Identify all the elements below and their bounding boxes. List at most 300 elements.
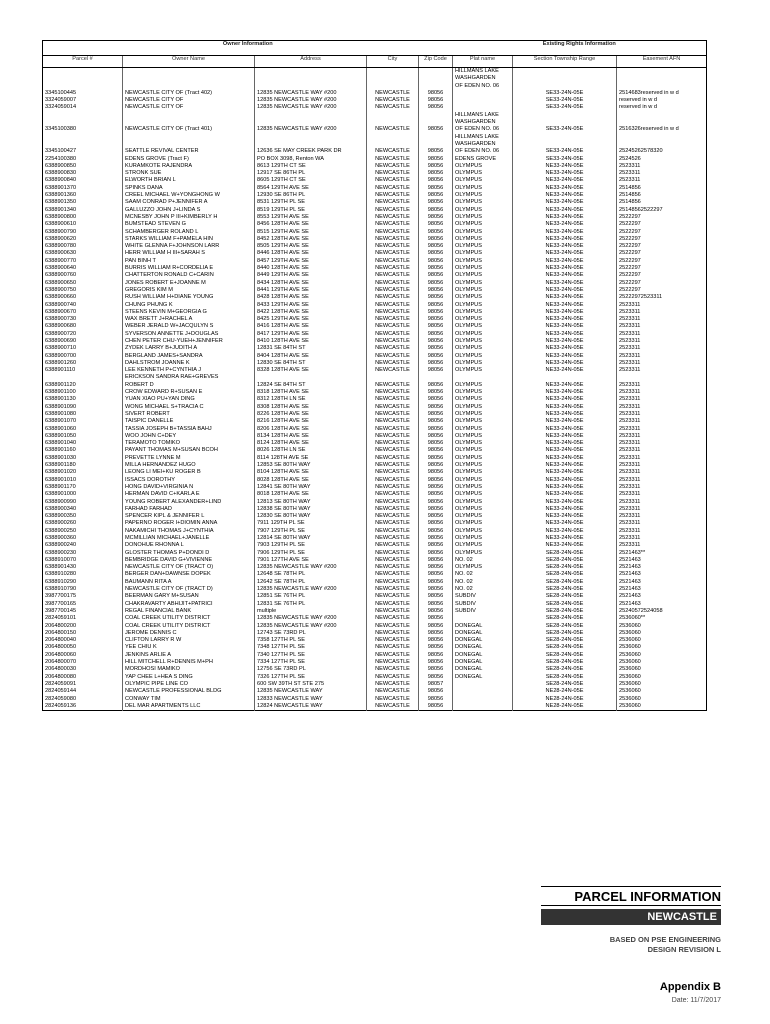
easement-afn-cell: 2536060 (617, 681, 707, 688)
parcel-number-cell: 3324059014 (45, 104, 77, 111)
parcel-number-cell: 3324059007 (45, 97, 77, 104)
city-cell (367, 112, 419, 119)
table-row (43, 593, 707, 600)
zip-code-cell: 98056 (419, 608, 453, 615)
zip-code-cell (419, 112, 453, 119)
plat-name-cell: OLYMPUS (453, 367, 513, 374)
address-cell: 7334 127TH PL SE (255, 659, 367, 666)
parcel-number-cell: 6388900340 (45, 505, 77, 512)
owner-name-cell: YAP CHEE L+HEA S DING (123, 674, 255, 681)
plat-name-cell: OLYMPUS (453, 426, 513, 433)
owner-name-cell: COAL CREEK UTILITY DISTRICT (123, 615, 255, 622)
easement-afn-cell: reserved in w d (617, 97, 707, 104)
zip-code-cell: 98056 (419, 280, 453, 287)
section-township-range-cell: NE28-24N-05E (513, 703, 617, 711)
parcel-number-cell: 3987700145 (45, 607, 77, 614)
address-cell: 12648 SE 78TH PL (255, 571, 367, 578)
table-row (43, 404, 707, 411)
plat-name-cell: OLYMPUS (453, 353, 513, 360)
address-cell: 8018 128TH AVE SE (255, 491, 367, 498)
easement-afn-cell: 2536060 (617, 674, 707, 681)
parcel-number-cell: 6388901030 (45, 454, 77, 461)
plat-name-cell: OLYMPUS (453, 382, 513, 389)
zip-code-cell: 98056 (419, 126, 453, 133)
table-row (43, 126, 707, 133)
city-cell: NEWCASTLE (367, 323, 419, 330)
zip-code-cell: 98056 (419, 265, 453, 272)
table-row (43, 90, 707, 97)
section-township-range-cell: SE33-24N-05E (513, 90, 617, 97)
section-township-range-cell: SE28-24N-05E (513, 579, 617, 586)
table-row (43, 309, 707, 316)
owner-name-cell: MCMILLIAN MICHAEL+JANELLE (123, 535, 255, 542)
parcel-number-cell: 6388900690 (45, 337, 77, 344)
address-cell: 12642 SE 78TH PL (255, 579, 367, 586)
plat-name-cell: OLYMPUS (453, 411, 513, 418)
address-cell: 8446 128TH AVE SE (255, 250, 367, 257)
parcel-number-cell: 6388901130 (45, 396, 76, 403)
city-cell: NEWCASTLE (367, 681, 419, 688)
owner-name-cell: STRONK SUE (123, 170, 255, 177)
zip-code-cell: 98056 (419, 192, 453, 199)
address-cell: 12841 SE 80TH WAY (255, 484, 367, 491)
section-township-range-cell: NE33-24N-05E (513, 250, 617, 257)
address-cell: 8613 129TH CT SE (255, 163, 367, 170)
plat-name-cell: OLYMPUS (453, 302, 513, 309)
easement-afn-cell (617, 141, 707, 148)
address-cell: 12824 SE 84TH ST (255, 382, 367, 389)
easement-afn-cell: 2523311 (617, 447, 707, 454)
zip-code-cell: 98056 (419, 382, 453, 389)
plat-name-cell: OLYMPUS (453, 163, 513, 170)
parcel-number-cell: 6388900710 (45, 345, 77, 352)
plat-name-cell: WASHGARDEN (453, 75, 513, 82)
owner-name-cell: SYVERSON ANNETTE J+DOUGLAS (123, 331, 255, 338)
plat-name-cell: OF EDEN NO. 06 (453, 148, 513, 155)
section-township-range-cell: NE33-24N-05E (513, 462, 617, 469)
city-cell: NEWCASTLE (367, 674, 419, 681)
zip-code-cell: 98056 (419, 367, 453, 374)
table-row (43, 608, 707, 615)
address-cell: 8452 128TH AVE SE (255, 236, 367, 243)
zip-code-cell (419, 68, 453, 76)
section-township-range-cell (513, 141, 617, 148)
city-cell: NEWCASTLE (367, 367, 419, 374)
section-township-range-cell (513, 119, 617, 126)
city-cell: NEWCASTLE (367, 652, 419, 659)
zip-code-cell: 98056 (419, 484, 453, 491)
easement-afn-cell: 2523311 (617, 513, 707, 520)
city-cell: NEWCASTLE (367, 360, 419, 367)
address-cell: 8564 129TH AVE SE (255, 185, 367, 192)
table-row (43, 83, 707, 90)
plat-name-cell: OLYMPUS (453, 491, 513, 498)
col-zip: Zip Code (419, 56, 453, 68)
table-row (43, 411, 707, 418)
zip-code-cell: 98056 (419, 659, 453, 666)
zip-code-cell: 98056 (419, 550, 453, 557)
owner-name-cell: HERR WILLIAM H III+SARAH S (123, 250, 255, 257)
plat-name-cell: OLYMPUS (453, 199, 513, 206)
parcel-number-cell: 6388900800 (45, 213, 77, 220)
address-cell: 12835 NEWCASTLE WAY #200 (255, 564, 367, 571)
parcel-number-cell: 6388900730 (45, 316, 77, 323)
section-township-range-cell: NE33-24N-05E (513, 323, 617, 330)
owner-name-cell: SPINKS DANA (123, 185, 255, 192)
owner-name-cell: BERGLAND JAMES+SANDRA (123, 353, 255, 360)
plat-name-cell: OLYMPUS (453, 236, 513, 243)
easement-afn-cell: 2536060 (617, 644, 707, 651)
zip-code-cell: 98056 (419, 250, 453, 257)
zip-code-cell: 98056 (419, 593, 453, 600)
table-row (43, 542, 707, 549)
plat-name-cell: DONEGAL (453, 674, 513, 681)
easement-afn-cell: 2523311 (617, 520, 707, 527)
owner-name-cell: WONG MICHAEL S+TRACIA C (123, 404, 255, 411)
plat-name-cell: HILLMANS LAKE (453, 112, 513, 119)
plat-name-cell (453, 97, 513, 104)
easement-afn-cell: 2522297 (617, 229, 707, 236)
section-township-range-cell: NE33-24N-05E (513, 477, 617, 484)
col-city: City (367, 56, 419, 68)
parcel-table (42, 40, 707, 711)
parcel-number-cell: 6388900640 (45, 265, 77, 272)
address-cell: 8028 128TH AVE SE (255, 477, 367, 484)
owner-name-cell: YOUNG ROBERT ALEXANDER+LIND (123, 499, 255, 506)
col-easement-afn: Easement AFN (617, 56, 707, 68)
section-township-range-cell: NE33-24N-05E (513, 243, 617, 250)
section-township-range-cell: NE33-24N-05E (513, 214, 617, 221)
address-cell: 8216 128TH AVE SE (255, 418, 367, 425)
plat-name-cell: HILLMANS LAKE (453, 134, 513, 141)
zip-code-cell: 98056 (419, 542, 453, 549)
owner-name-cell: PAPERNO ROGER I+DIOMIN ANNA (123, 520, 255, 527)
section-township-range-cell: NE33-24N-05E (513, 309, 617, 316)
parcel-number-cell: 6388900790 (45, 228, 77, 235)
zip-code-cell: 98056 (419, 177, 453, 184)
zip-code-cell: 98056 (419, 272, 453, 279)
owner-name-cell: RUSH WILLIAM H+DIANE YOUNG (123, 294, 255, 301)
plat-name-cell: EDENS GROVE (453, 156, 513, 163)
zip-code-cell: 98056 (419, 404, 453, 411)
easement-afn-cell: 2523311 (617, 360, 707, 367)
easement-afn-cell: 2523311 (617, 462, 707, 469)
section-township-range-cell: NE33-24N-05E (513, 302, 617, 309)
owner-name-cell: SEATTLE REVIVAL CENTER (123, 148, 255, 155)
zip-code-cell (419, 141, 453, 148)
zip-code-cell (419, 119, 453, 126)
plat-name-cell: OLYMPUS (453, 221, 513, 228)
easement-afn-cell: 2521463 (617, 601, 707, 608)
plat-name-cell (453, 374, 513, 381)
parcel-number-cell: 6388901040 (45, 440, 77, 447)
city-cell: NEWCASTLE (367, 593, 419, 600)
city-cell: NEWCASTLE (367, 426, 419, 433)
table-row (43, 185, 707, 192)
plat-name-cell: OLYMPUS (453, 542, 513, 549)
address-cell: 7906 129TH PL SE (255, 550, 367, 557)
owner-name-cell (123, 75, 255, 82)
zip-code-cell: 98056 (419, 97, 453, 104)
zip-code-cell: 98056 (419, 557, 453, 564)
address-cell (255, 374, 367, 381)
table-row (43, 499, 707, 506)
parcel-number-cell: 2064800080 (45, 673, 77, 680)
section-township-range-cell: SE28-24N-05E (513, 666, 617, 673)
plat-name-cell: OLYMPUS (453, 287, 513, 294)
section-township-range-cell: NE33-24N-05E (513, 163, 617, 170)
city-cell: NEWCASTLE (367, 396, 419, 403)
city-cell: NEWCASTLE (367, 170, 419, 177)
easement-afn-cell: 2521463 (617, 557, 707, 564)
owner-name-cell: SIVERT ROBERT (123, 411, 255, 418)
parcel-number-cell: 2064800150 (45, 629, 77, 636)
plat-name-cell: OLYMPUS (453, 389, 513, 396)
table-row (43, 374, 707, 381)
section-township-range-cell: SE28-24N-05E (513, 637, 617, 644)
address-cell: 7901 127TH AVE SE (255, 557, 367, 564)
parcel-number-cell: 6388901120 (45, 381, 76, 388)
city-cell: NEWCASTLE (367, 331, 419, 338)
plat-name-cell: OLYMPUS (453, 513, 513, 520)
address-cell: 12835 NEWCASTLE WAY #200 (255, 126, 367, 133)
address-cell: 12835 NEWCASTLE WAY (255, 688, 367, 695)
section-township-range-cell: NE33-24N-05E (513, 236, 617, 243)
parcel-number-cell: 6388901340 (45, 206, 77, 213)
parcel-number-cell (43, 374, 123, 381)
address-cell: 7903 129TH PL SE (255, 542, 367, 549)
zip-code-cell: 98056 (419, 426, 453, 433)
city-cell: NEWCASTLE (367, 499, 419, 506)
section-township-range-cell: SE28-24N-05E (513, 571, 617, 578)
city-cell: NEWCASTLE (367, 666, 419, 673)
section-township-range-cell (513, 134, 617, 141)
section-township-range-cell: NE33-24N-05E (513, 469, 617, 476)
owner-name-cell: TASSIA JOSEPH B+TASSIA BAHJ (123, 426, 255, 433)
owner-name-cell: STARKS WILLIAM F+PAMELA HIN (123, 236, 255, 243)
city-cell: NEWCASTLE (367, 338, 419, 345)
section-township-range-cell: NE33-24N-05E (513, 258, 617, 265)
city-cell: NEWCASTLE (367, 696, 419, 703)
table-row (43, 418, 707, 425)
parcel-number-cell: 2824059144 (45, 688, 77, 695)
zip-code-cell: 98056 (419, 499, 453, 506)
address-cell (255, 83, 367, 90)
zip-code-cell: 98056 (419, 331, 453, 338)
parcel-number-cell: 6388901180 (45, 462, 76, 469)
zip-code-cell: 98056 (419, 243, 453, 250)
parcel-number-cell: 6388901350 (45, 199, 77, 206)
address-cell (255, 141, 367, 148)
parcel-number-cell: 3345100427 (45, 148, 77, 155)
owner-name-cell: DAHLSTROM JOANNE K (123, 360, 255, 367)
address-cell: 8605 129TH CT SE (255, 177, 367, 184)
section-township-range-cell: NE33-24N-05E (513, 499, 617, 506)
address-cell: 8531 129TH PL SE (255, 199, 367, 206)
address-cell: 8433 129TH AVE SE (255, 302, 367, 309)
city-cell (367, 374, 419, 381)
plat-name-cell (453, 696, 513, 703)
parcel-number-cell (43, 119, 123, 126)
owner-name-cell: CREEL MICHAEL W+YONGHONG W (123, 192, 255, 199)
city-cell: NEWCASTLE (367, 287, 419, 294)
plat-name-cell: OLYMPUS (453, 345, 513, 352)
parcel-number-cell: 2064800040 (45, 637, 77, 644)
table-row (43, 287, 707, 294)
plat-name-cell (453, 104, 513, 111)
parcel-number-cell: 6388901060 (45, 425, 77, 432)
section-township-range-cell: NE33-24N-05E (513, 265, 617, 272)
table-row (43, 703, 707, 711)
owner-name-cell: OLYMPIC PIPE LINE CO (123, 681, 255, 688)
parcel-number-cell: 6388900650 (45, 279, 77, 286)
address-cell: 12830 SE 84TH ST (255, 360, 367, 367)
easement-afn-cell: 2523311 (617, 528, 707, 535)
appendix-label: Appendix B (659, 981, 721, 993)
parcel-number-cell (43, 75, 123, 82)
easement-afn-cell: 2523311 (617, 535, 707, 542)
table-row (43, 360, 707, 367)
plat-name-cell (453, 688, 513, 695)
parcel-number-cell: 3987700175 (45, 593, 77, 600)
table-row (43, 316, 707, 323)
table-row (43, 367, 707, 374)
table-row (43, 104, 707, 111)
parcel-number-cell: 6388900620 (45, 235, 77, 242)
city-cell: NEWCASTLE (367, 97, 419, 104)
zip-code-cell: 98056 (419, 615, 453, 622)
section-township-range-cell: SE28-24N-05E (513, 630, 617, 637)
city-cell: NEWCASTLE (367, 520, 419, 527)
easement-afn-cell: 2523311 (617, 426, 707, 433)
zip-code-cell: 98056 (419, 90, 453, 97)
table-row (43, 192, 707, 199)
parcel-number-cell: 2064800070 (45, 659, 77, 666)
zip-code-cell: 98056 (419, 323, 453, 330)
city-cell: NEWCASTLE (367, 418, 419, 425)
section-township-range-cell: NE28-24N-05E (513, 688, 617, 695)
plat-name-cell: OLYMPUS (453, 564, 513, 571)
table-row (43, 272, 707, 279)
parcel-number-cell: 6388901090 (45, 403, 77, 410)
table-row (43, 338, 707, 345)
owner-name-cell: FARHAD FARHAD (123, 506, 255, 513)
parcel-number-cell: 6388900840 (45, 177, 77, 184)
section-township-range-cell: SE28-24N-05E (513, 659, 617, 666)
address-cell: 12917 SE 86TH PL (255, 170, 367, 177)
table-row (43, 520, 707, 527)
section-township-range-cell: SE28-24N-05E (513, 586, 617, 593)
easement-afn-cell: 2523311 (617, 433, 707, 440)
table-row (43, 258, 707, 265)
table-row (43, 586, 707, 593)
city-cell: NEWCASTLE (367, 192, 419, 199)
city-cell: NEWCASTLE (367, 550, 419, 557)
city-cell: NEWCASTLE (367, 579, 419, 586)
city-cell: NEWCASTLE (367, 258, 419, 265)
easement-afn-cell: 2523311 (617, 484, 707, 491)
address-cell: 8457 129TH AVE SE (255, 258, 367, 265)
easement-afn-cell: 2523311 (617, 418, 707, 425)
city-cell: NEWCASTLE (367, 644, 419, 651)
parcel-number-cell: 6388901360 (45, 192, 77, 199)
owner-name-cell: JENKINS ARLIE A (123, 652, 255, 659)
section-township-range-cell: SE33-24N-05E (513, 97, 617, 104)
parcel-number-cell: 6388900770 (45, 257, 77, 264)
easement-afn-cell: 2523311 (617, 499, 707, 506)
city-cell: NEWCASTLE (367, 302, 419, 309)
section-township-range-cell: NE33-24N-05E (513, 382, 617, 389)
zip-code-cell: 98056 (419, 396, 453, 403)
plat-name-cell: DONEGAL (453, 659, 513, 666)
parcel-number-cell: 3345100380 (45, 126, 77, 133)
owner-name-cell: NEWCASTLE CITY OF (Tract 402) (123, 90, 255, 97)
section-township-range-cell: SE28-24N-05E (513, 615, 617, 622)
easement-afn-cell: 2522297 (617, 221, 707, 228)
city-cell: NEWCASTLE (367, 353, 419, 360)
table-row (43, 455, 707, 462)
parcel-number-cell: 3987700165 (45, 600, 77, 607)
city-cell: NEWCASTLE (367, 440, 419, 447)
table-row (43, 484, 707, 491)
address-cell: 12743 SE 73RD PL (255, 630, 367, 637)
city-cell: NEWCASTLE (367, 404, 419, 411)
address-cell: 12835 NEWCASTLE WAY #200 (255, 623, 367, 630)
address-cell: 8425 129TH AVE SE (255, 316, 367, 323)
easement-afn-cell: 2523311 (617, 331, 707, 338)
address-cell: 8124 128TH AVE SE (255, 440, 367, 447)
plat-name-cell: WASHGARDEN (453, 119, 513, 126)
zip-code-cell: 98056 (419, 309, 453, 316)
parcel-number-cell: 2064800030 (45, 666, 77, 673)
zip-code-cell: 98056 (419, 411, 453, 418)
section-township-range-cell: NE33-24N-05E (513, 396, 617, 403)
parcel-number-cell: 6388901000 (45, 491, 77, 498)
parcel-number-cell: 6388900740 (45, 301, 77, 308)
easement-afn-cell: 2523311 (617, 309, 707, 316)
easement-afn-cell (617, 112, 707, 119)
city-cell: NEWCASTLE (367, 703, 419, 711)
plat-name-cell: OLYMPUS (453, 309, 513, 316)
table-row (43, 557, 707, 564)
plat-name-cell: OLYMPUS (453, 447, 513, 454)
address-cell (255, 119, 367, 126)
owner-name-cell: WOO JOHN C+DEY (123, 433, 255, 440)
address-cell: 12835 NEWCASTLE WAY #200 (255, 97, 367, 104)
table-row (43, 214, 707, 221)
table-row (43, 119, 707, 126)
table-row (43, 571, 707, 578)
parcel-number-cell: 6388901260 (45, 359, 77, 366)
address-cell: 8312 128TH LN SE (255, 396, 367, 403)
easement-afn-cell: 2523311 (617, 389, 707, 396)
address-cell: 12835 NEWCASTLE WAY #200 (255, 615, 367, 622)
city-cell: NEWCASTLE (367, 90, 419, 97)
zip-code-cell: 98056 (419, 469, 453, 476)
owner-name-cell: ISSACS DOROTHY (123, 477, 255, 484)
easement-afn-cell: 2514683reserved in w d (617, 90, 707, 97)
section-township-range-cell: SE28-24N-05E (513, 601, 617, 608)
table-row (43, 440, 707, 447)
section-township-range-cell: SE28-24N-05E (513, 593, 617, 600)
table-row (43, 75, 707, 82)
zip-code-cell: 98056 (419, 440, 453, 447)
section-township-range-cell: NE33-24N-05E (513, 418, 617, 425)
easement-afn-cell: 2523311 (617, 396, 707, 403)
parcel-number-cell: 6388900230 (45, 549, 77, 556)
plat-name-cell: DONEGAL (453, 644, 513, 651)
city-cell: NEWCASTLE (367, 469, 419, 476)
